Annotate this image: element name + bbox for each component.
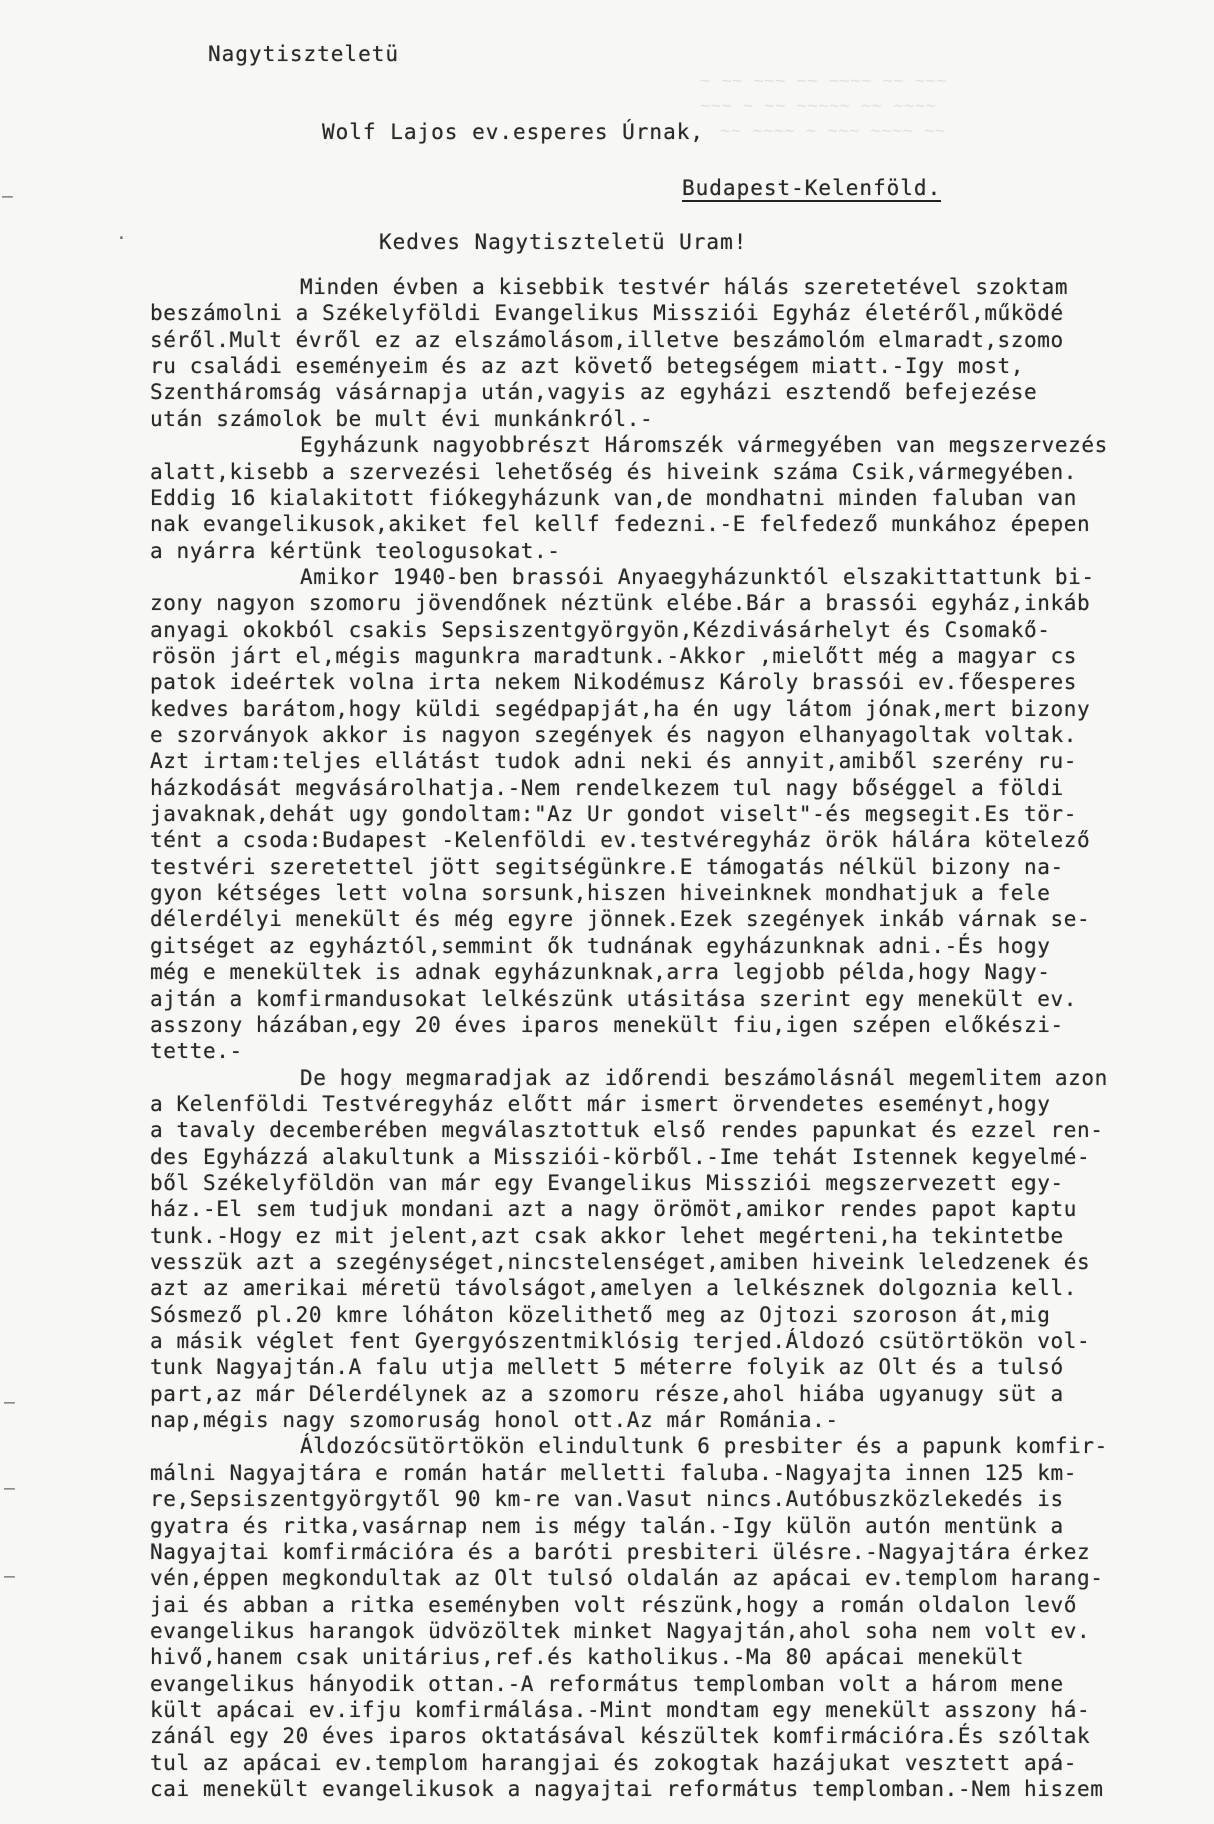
body-line: délerdélyi menekült és még egyre jönnek.Ezek szegények inkáb várnak se- [150,907,1091,932]
body-line: ajtán a komfirmandusokat lelkészünk utásitása szerint egy menekült ev. [150,986,1078,1011]
body-line: vén,éppen megkondultak az Olt tulsó oldalán az apácai ev.templom harang- [150,1566,1104,1591]
salutation-top: Nagytiszteletü [208,42,400,66]
place-line: Budapest-Kelenföld. [682,176,942,200]
body-line: De hogy megmaradjak az időrendi beszámolásnál megemlitem azon [300,1065,1108,1090]
body-line: azt az amerikai méretü távolságot,amelyen a lelkésznek dolgoznia kell. [150,1276,1078,1301]
body-line: javaknak,dehát ugy gondoltam:"Az Ur gondot viselt"-és megsegit.Es tör- [150,802,1078,826]
body-line: kült apácai ev.ifju komfirmálása.-Mint mondtam egy menekült asszony há- [150,1697,1091,1722]
body-line: zánál egy 20 éves iparos oktatásával készültek komfirmációra.És szóltak [150,1724,1091,1749]
margin-mark: – [4,1478,15,1499]
body-line: asszony házában,egy 20 éves iparos menekült fiu,igen szépen előkészi- [150,1012,1064,1037]
body-line: nap,mégis nagy szomoruság honol ott.Az már Románia.- [150,1408,839,1432]
margin-mark: · [116,228,127,249]
margin-mark: – [2,186,13,207]
body-line: Szentháromság vásárnapja után,vagyis az egyházi esztendő befejezése [150,380,1038,405]
bleed-through-text: ~~ ~~~~ ~ ~~~ ~~~~ ~~ [720,121,946,141]
bleed-through-text: ~~~ ~ ~~ ~~~~~ ~~ ~~~~ [700,96,937,116]
body-line: gyon kétséges lett volna sorsunk,hiszen hiveinknek mondhatjuk a fele [150,881,1051,906]
body-line: tunk Nagyajtán.A falu utja mellett 5 méterre folyik az Olt és a tulsó [150,1355,1064,1380]
body-line: re,Sepsiszentgyörgytől 90 km-re van.Vasut nincs.Autóbuszközlekedés is [150,1487,1064,1512]
body-line: hivő,hanem csak unitárius,ref.és katholikus.-Ma 80 apácai menekült [150,1645,1025,1670]
body-line: ru családi eseményeim és az azt követő betegségem miatt.-Igy most, [150,354,1025,379]
body-line: rösön járt el,mégis magunkra maradtunk.-Akkor ,mielőtt még a magyar cs [150,643,1078,668]
body-line: Eddig 16 kialakitott fiókegyházunk van,de mondhatni minden faluban van [150,485,1078,510]
body-line: Amikor 1940-ben brassói Anyaegyházunktól elszakittattunk bi- [300,564,1095,589]
body-line: evangelikus hányodik ottan.-A református templomban volt a három mene [150,1671,1064,1696]
body-line: evangelikus harangok üdvözöltek minket Nagyajtán,ahol soha nem volt ev. [150,1618,1091,1643]
body-line: Sósmező pl.20 kmre lóháton közelithető meg az Ojtozi szoroson át,mig [150,1302,1051,1327]
body-line: testvéri szeretettel jött segitségünkre.E támogatás nélkül bizony na- [150,854,1064,879]
body-line: tént a csoda:Budapest -Kelenföldi ev.testvéregyház örök hálára kötelező [150,828,1091,853]
body-line: anyagi okokból csakis Sepsiszentgyörgyön,Kézdivásárhelyt és Csomakő- [150,617,1051,642]
recipient-line: Wolf Lajos ev.esperes Úrnak, [322,120,705,144]
body-line: a nyárra kértünk teologusokat.- [150,538,561,563]
body-line: des Egyházzá alakultunk a Missziói-körből.-Ime tehát Istennek kegyelmé- [150,1144,1091,1169]
body-line: jai és abban a ritka eseményben volt részünk,hogy a román oldalon levő [150,1592,1078,1617]
body-line: beszámolni a Székelyföldi Evangelikus Missziói Egyház életéről,működé [150,301,1064,326]
margin-mark: – [4,1392,15,1413]
body-line: Minden évben a kisebbik testvér hálás szeretetével szoktam [300,275,1069,299]
body-line: tunk.-Hogy ez mit jelent,azt csak akkor lehet megérteni,ha tekintetbe [150,1223,1064,1248]
body-line: gitséget az egyháztól,semmint ők tudnának egyházunknak adni.-És hogy [150,933,1051,958]
greeting-line: Kedves Nagytiszteletü Uram! [379,230,748,254]
body-line: alatt,kisebb a szervezési lehetőség és hiveink száma Csik,vármegyében. [150,459,1078,484]
body-line: még e menekültek is adnak egyházunknak,arra legjobb példa,hogy Nagy- [150,960,1051,985]
body-line: vesszük azt a szegénységet,nincstelenséget,amiben hiveink leledzenek és [150,1250,1091,1274]
body-line: part,az már Délerdélynek az a szomoru része,ahol hiába ugyanugy süt a [150,1381,1064,1406]
body-line: Azt irtam:teljes ellátást tudok adni neki és annyit,amiből szerény ru- [150,749,1078,774]
body-line: Nagyajtai komfirmációra és a baróti presbiteri ülésre.-Nagyajtára érkez [150,1539,1091,1564]
body-line: málni Nagyajtára e román határ melletti faluba.-Nagyajta innen 125 km- [150,1460,1078,1485]
body-line: ház.-El sem tudjuk mondani azt a nagy örömöt,amikor rendes papot kaptu [150,1197,1078,1222]
body-line: a Kelenföldi Testvéregyház előtt már ismert örvendetes eseményt,hogy [150,1091,1051,1116]
body-line: cai menekült evangelikusok a nagyajtai református templomban.-Nem hiszem [150,1777,1104,1801]
body-line: ből Székelyföldön van már egy Evangelikus Missziói megszervezett egy- [150,1170,1064,1195]
body-line: a tavaly decemberében megválasztottuk első rendes papunkat és ezzel ren- [150,1118,1104,1143]
body-line: nak evangelikusok,akiket fel kellf fedezni.-E felfedező munkához épepen [150,512,1091,537]
body-line: a másik véglet fent Gyergyószentmiklósig terjed.Áldozó csütörtökön vol- [150,1329,1091,1353]
body-line: e szorványok akkor is nagyon szegények és nagyon elhanyagoltak voltak. [150,723,1078,747]
margin-mark: – [4,1566,15,1587]
body-line: tette.- [150,1039,243,1064]
body-line: séről.Mult évről ez az elszámolásom,illetve beszámolóm elmaradt,szomo [150,327,1064,352]
body-line: zony nagyon szomoru jövendőnek néztünk elébe.Bár a brassói egyház,inkáb [150,591,1091,616]
body-line: kedves barátom,hogy küldi segédpapját,ha én ugy látom jónak,mert bizony [150,696,1091,721]
body-line: Egyházunk nagyobbrészt Háromszék vármegyében van megszervezés [300,433,1108,458]
body-line: Áldozócsütörtökön elindultunk 6 presbiter és a papunk komfir- [300,1434,1108,1459]
body-line: házkodását megvásárolhatja.-Nem rendelkezem tul nagy bőséggel a földi [150,775,1064,800]
body-line: tul az apácai ev.templom harangjai és zokogtak hazájukat vesztett apá- [150,1750,1078,1775]
body-line: patok ideértek volna irta nekem Nikodémusz Károly brassói ev.főesperes [150,670,1078,695]
body-line: gyatra és ritka,vasárnap nem is mégy talán.-Igy külön autón mentünk a [150,1513,1064,1538]
body-line: után számolok be mult évi munkánkról.- [150,406,654,431]
bleed-through-text: ~ ~~ ~~~ ~~ ~~~~ ~~ ~~~ [700,71,947,91]
